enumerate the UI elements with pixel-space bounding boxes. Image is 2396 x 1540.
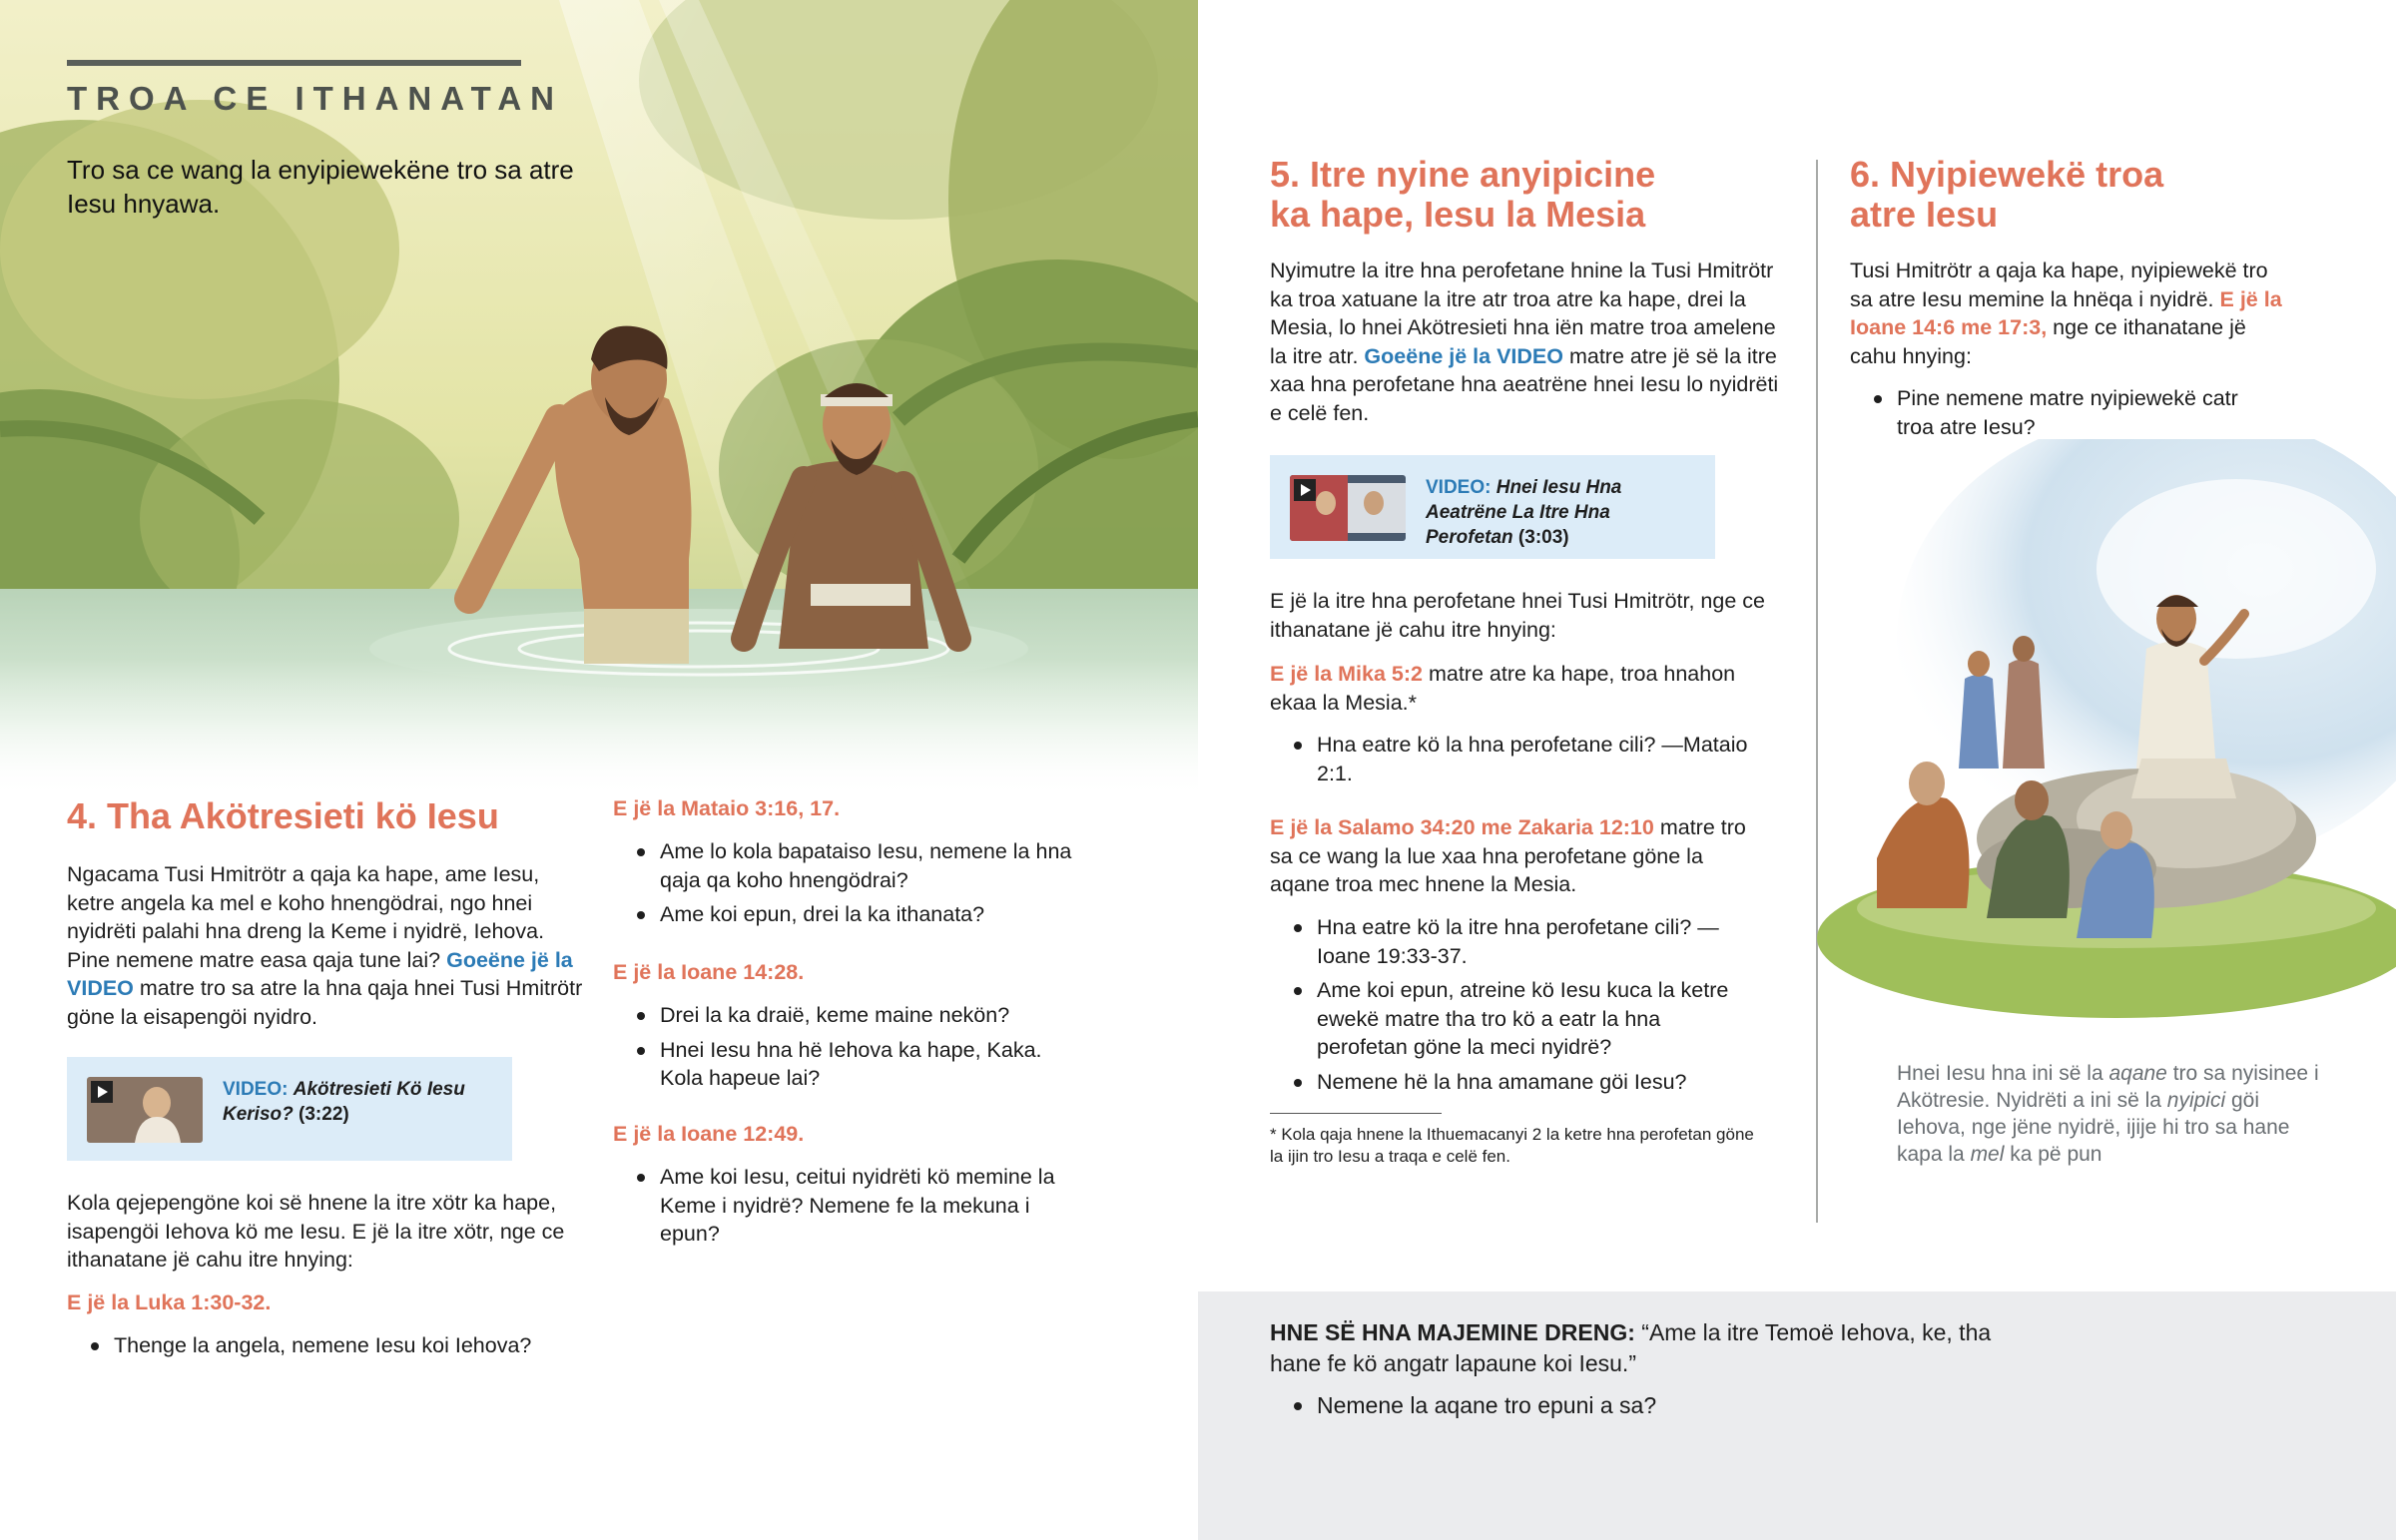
section-4-body xyxy=(67,860,586,1031)
caption-part-4: ka pë pun xyxy=(2004,1143,2102,1166)
ref-ioane-14-28[interactable]: E jë la Ioane 14:28. xyxy=(613,960,805,984)
summary-text-block xyxy=(1270,1317,2029,1379)
video-link[interactable]: Goeëne jë la VIDEO xyxy=(1364,343,1563,368)
video-card-4[interactable] xyxy=(67,1057,512,1161)
video-duration: (3:03) xyxy=(1517,527,1569,548)
section-4-after-video: Kola qejepengöne koi së hnene la itre xötr ka hape, isapengöi Iehova kö me Iesu. E jë la itre xötr, nge ce ithanatane jë cahu itre hnying: xyxy=(67,1191,565,1272)
section-4-body-text-after: matre tro sa atre la hna qaja hnei Tusi Hmitrötr göne la eisapengöi nyidro. xyxy=(67,976,583,1029)
question-item: Ame koi Iesu, ceitui nyidrëti kö memine la Keme i nyidrë? Nemene fe la mekuna i epun? xyxy=(613,1163,1082,1249)
questions-mika xyxy=(1270,731,1749,793)
video-link[interactable]: Goeëne jë la VIDEO xyxy=(67,947,573,1000)
video-label: VIDEO: xyxy=(1426,477,1492,498)
question-item: Pine nemene matre nyipiewekë catr troa atre Iesu? xyxy=(1850,384,2279,441)
summary-title: HNE SË HNA MAJEMINE DRENG: xyxy=(1270,1319,1635,1345)
question-item: Nemene hë la hna amamane göi Iesu? xyxy=(1270,1068,1749,1097)
jesus-teaching-painting xyxy=(1817,439,2396,1038)
summary-questions xyxy=(1270,1391,1969,1426)
video-label: VIDEO: xyxy=(223,1079,289,1100)
summary-quote: “Ame la itre Temoë Iehova, ke, tha hane fe kö angatr lapaune koi Iesu.” xyxy=(1270,1319,1992,1376)
video-thumbnail[interactable] xyxy=(87,1077,203,1143)
question-item: Drei la ka draië, keme maine nekön? xyxy=(613,1001,1082,1030)
section-6-title-line-2: atre Iesu xyxy=(1850,194,1999,235)
video-caption xyxy=(1426,475,1695,550)
section-6-body xyxy=(1850,257,2289,370)
play-icon[interactable] xyxy=(91,1081,113,1103)
questions-mataio xyxy=(613,837,1082,935)
questions-ioane-12-49 xyxy=(613,1163,1082,1255)
ref-luka[interactable]: E jë la Luka 1:30-32. xyxy=(67,1290,272,1314)
kicker-rule xyxy=(67,60,521,66)
play-icon[interactable] xyxy=(1294,479,1316,501)
question-item: Ame koi epun, atreine kö Iesu kuca la ketre ewekë matre tha tro kö a eatr la hna perofetan göne la meci nyidrë? xyxy=(1270,976,1749,1062)
ref-mika[interactable]: E jë la Mika 5:2 xyxy=(1270,662,1423,686)
hero-illustration xyxy=(0,0,1198,798)
ref-mataio[interactable]: E jë la Mataio 3:16, 17. xyxy=(613,796,841,820)
caption-part-1: Hnei Iesu hna ini së la xyxy=(1897,1062,2109,1085)
caption-aqane: aqane xyxy=(2108,1062,2167,1085)
section-6-body-text: Tusi Hmitrötr a qaja ka hape, nyipiewekë tro sa atre Iesu memine la hnëqa i nyidrë. xyxy=(1850,258,2268,311)
questions-section-6 xyxy=(1850,384,2279,447)
questions-salamo xyxy=(1270,913,1749,1102)
section-5-body-text: Nyimutre la itre hna perofetane hnine la Tusi Hmitrötr ka troa xatuane la itre atr troa atre ka hape, drei la Mesia, lo hnei Akötresieti hna iën matre troa amelene la itre atr. xyxy=(1270,258,1776,368)
ref-salamo-after: matre tro sa ce wang la lue xaa hna perofetane göne la aqane troa mec hnene la Mesia. xyxy=(1270,815,1746,896)
question-item: Ame lo kola bapataiso Iesu, nemene la hna qaja qa koho hnengödrai? xyxy=(613,837,1082,894)
section-4-title: 4. Tha Akötresieti kö Iesu xyxy=(67,795,499,836)
section-4-body-text: Ngacama Tusi Hmitrötr a qaja ka hape, ame Iesu, ketre angela ka mel e koho hnengödrai, ngo hnei nyidrëti palahi hna dreng la Keme i nyidrë, Iehova. Pine nemene matre easa qaja tune lai? xyxy=(67,862,545,972)
video-title: Hnei Iesu Hna Aeatrëne La Itre Hna Perofetan xyxy=(1426,477,1622,548)
intro-text: Tro sa ce wang la enyipiewekëne tro sa atre Iesu hnyawa. xyxy=(67,155,574,219)
footnote: * Kola qaja hnene la Ithuemacanyi 2 la ketre hna perofetan göne la ijin tro Iesu a traqa e celë fen. xyxy=(1270,1125,1754,1166)
ref-ioane-14-6[interactable]: E jë la Ioane 14:6 me 17:3, xyxy=(1850,286,2282,339)
baptism-painting xyxy=(0,0,1198,798)
section-6-title xyxy=(1850,155,2163,235)
video-title: Akötresieti Kö Iesu Keriso? xyxy=(223,1079,465,1125)
video-caption xyxy=(223,1077,492,1127)
section-kicker: TROA CE ITHANATAN xyxy=(67,80,564,117)
question-item: Hna eatre kö la hna perofetane cili? —Mataio 2:1. xyxy=(1270,731,1749,787)
mika-line xyxy=(1270,660,1749,717)
questions-luka xyxy=(67,1331,536,1366)
section-5-body-text-after: matre atre jë së la itre xaa hna perofetane hna aeatrëne hnei Iesu lo nyidrëti e celë fen. xyxy=(1270,343,1779,425)
section-6-title-line-1: 6. Nyipiewekë troa xyxy=(1850,154,2164,195)
video-duration: (3:22) xyxy=(299,1104,349,1125)
section-5-title xyxy=(1270,155,1655,235)
section-5-body xyxy=(1270,257,1789,427)
question-item: Nemene la aqane tro epuni a sa? xyxy=(1270,1391,1969,1420)
section-5-title-line-2: ka hape, Iesu la Mesia xyxy=(1270,194,1646,235)
question-item: Hnei Iesu hna hë Iehova ka hape, Kaka. Kola hapeue lai? xyxy=(613,1036,1082,1093)
caption-part-3: göi Iehova, nge jëne nyidrë, ijije hi tro sa hane kapa la xyxy=(1897,1089,2290,1166)
salamo-line xyxy=(1270,813,1759,899)
footnote-rule xyxy=(1270,1113,1442,1114)
ref-ioane-12-49[interactable]: E jë la Ioane 12:49. xyxy=(613,1122,805,1146)
caption-mel: mel xyxy=(1970,1143,2005,1166)
illustration-caption xyxy=(1897,1060,2326,1168)
caption-nyipici: nyipici xyxy=(2166,1089,2226,1112)
video-thumbnail[interactable] xyxy=(1290,475,1406,541)
ref-mika-after: matre atre ka hape, troa hnahon ekaa la Mesia.* xyxy=(1270,662,1736,715)
section-5-after-video: E jë la itre hna perofetane hnei Tusi Hmitrötr, nge ce ithanatane jë cahu itre hnying: xyxy=(1270,589,1765,642)
section-6-body-text-after: nge ce ithanatane jë cahu hnying: xyxy=(1850,315,2246,368)
ref-salamo-zakaria[interactable]: E jë la Salamo 34:20 me Zakaria 12:10 xyxy=(1270,815,1654,839)
questions-ioane-14-28 xyxy=(613,1001,1082,1099)
section-5-title-line-1: 5. Itre nyine anyipicine xyxy=(1270,154,1656,195)
teaching-illustration xyxy=(1817,439,2396,1038)
question-item: Hna eatre kö la itre hna perofetane cili? —Ioane 19:33-37. xyxy=(1270,913,1749,970)
caption-part-2: tro sa nyisinee i Akötresie. Nyidrëti a ini së la xyxy=(1897,1062,2319,1112)
question-item: Thenge la angela, nemene Iesu koi Iehova? xyxy=(67,1331,536,1360)
question-item: Ame koi epun, drei la ka ithanata? xyxy=(613,900,1082,929)
video-card-5[interactable] xyxy=(1270,455,1715,559)
